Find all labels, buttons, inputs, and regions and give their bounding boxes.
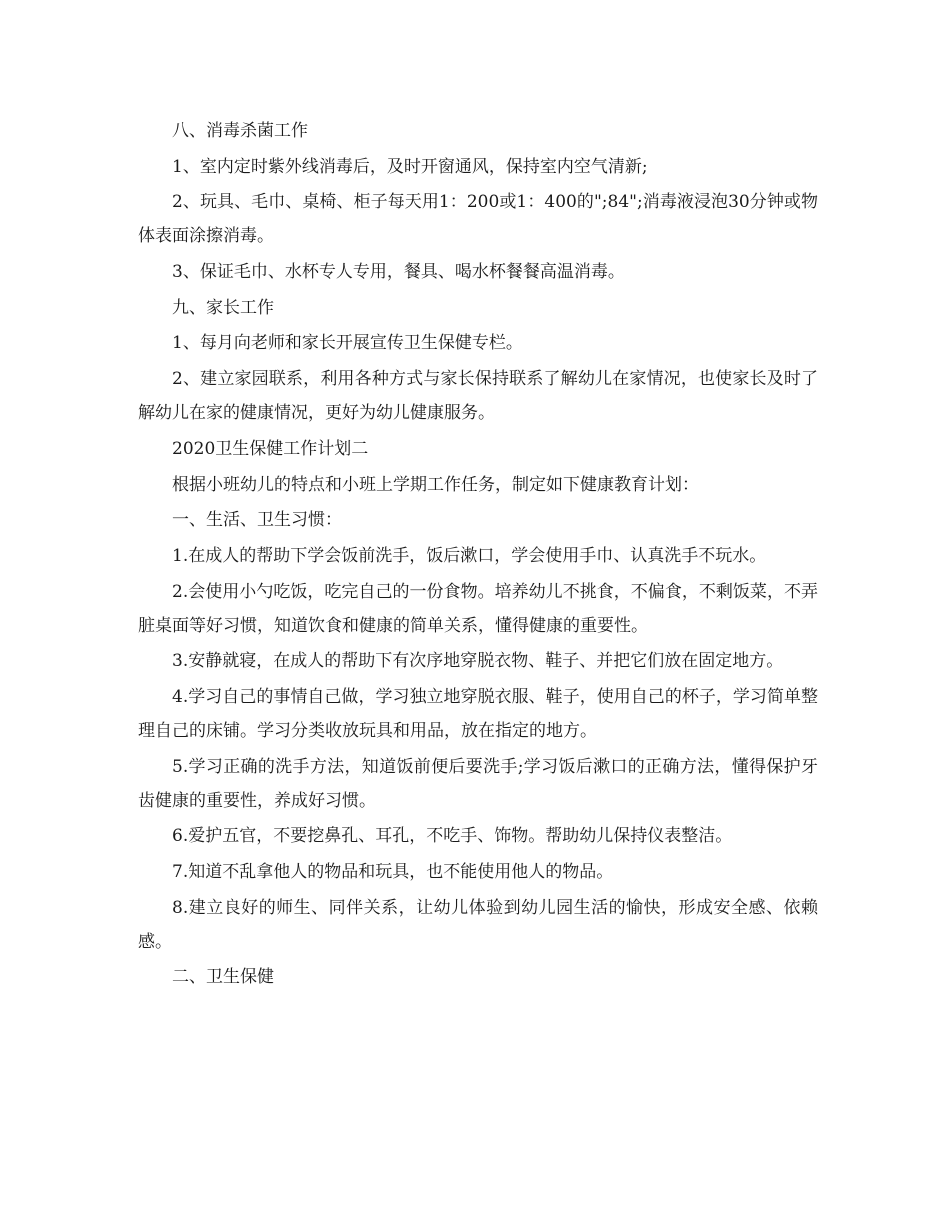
section-heading-disinfection: 八、消毒杀菌工作: [172, 121, 308, 141]
list-item: 5.学习正确的洗手方法，知道饭前便后要洗手;学习饭后漱口的正确方法，懂得保护牙齿健康的重要性，养成好习惯。: [138, 756, 818, 811]
list-item: 6.爱护五官，不要挖鼻孔、耳孔，不吃手、饰物。帮助幼儿保持仪表整洁。: [172, 826, 733, 847]
list-item: 4.学习自己的事情自己做，学习独立地穿脱衣服、鞋子，使用自己的杯子，学习简单整理自己的床铺。学习分类收放玩具和用品，放在指定的地方。: [138, 686, 818, 741]
list-item: 3.安静就寝，在成人的帮助下有次序地穿脱衣物、鞋子、并把它们放在固定地方。: [172, 651, 784, 672]
section-heading-health-care: 二、卫生保健: [172, 967, 274, 988]
paragraph: 2、建立家园联系，利用各种方式与家长保持联系了解幼儿在家情况，也使家长及时了解幼儿在家的健康情况，更好为幼儿健康服务。: [138, 369, 818, 424]
paragraph: 3、保证毛巾、水杯专人专用，餐具、喝水杯餐餐高温消毒。: [172, 262, 625, 283]
section-heading-parents: 九、家长工作: [172, 297, 274, 318]
paragraph: 2、玩具、毛巾、桌椅、柜子每天用1：200或1：400的";84";消毒液浸泡30分钟或物体表面涂擦消毒。: [138, 192, 818, 247]
list-item: 1.在成人的帮助下学会饭前洗手，饭后漱口，学会使用手巾、认真洗手不玩水。: [172, 545, 767, 566]
paragraph: 1、每月向老师和家长开展宣传卫生保健专栏。: [172, 333, 523, 354]
paragraph: 根据小班幼儿的特点和小班上学期工作任务，制定如下健康教育计划：: [172, 474, 699, 495]
list-item: 2.会使用小勺吃饭，吃完自己的一份食物。培养幼儿不挑食，不偏食，不剩饭菜，不弄脏桌面等好习惯，知道饮食和健康的简单关系，懂得健康的重要性。: [138, 581, 818, 636]
plan-title: 2020卫生保健工作计划二: [172, 438, 369, 459]
section-heading-habits: 一、生活、卫生习惯：: [172, 510, 342, 531]
document-body: [138, 114, 818, 996]
paragraph: 1、室内定时紫外线消毒后，及时开窗通风，保持室内空气清新;: [172, 156, 648, 177]
list-item: 8.建立良好的师生、同伴关系，让幼儿体验到幼儿园生活的愉快，形成安全感、依赖感。: [138, 897, 818, 952]
list-item: 7.知道不乱拿他人的物品和玩具，也不能使用他人的物品。: [172, 862, 614, 882]
